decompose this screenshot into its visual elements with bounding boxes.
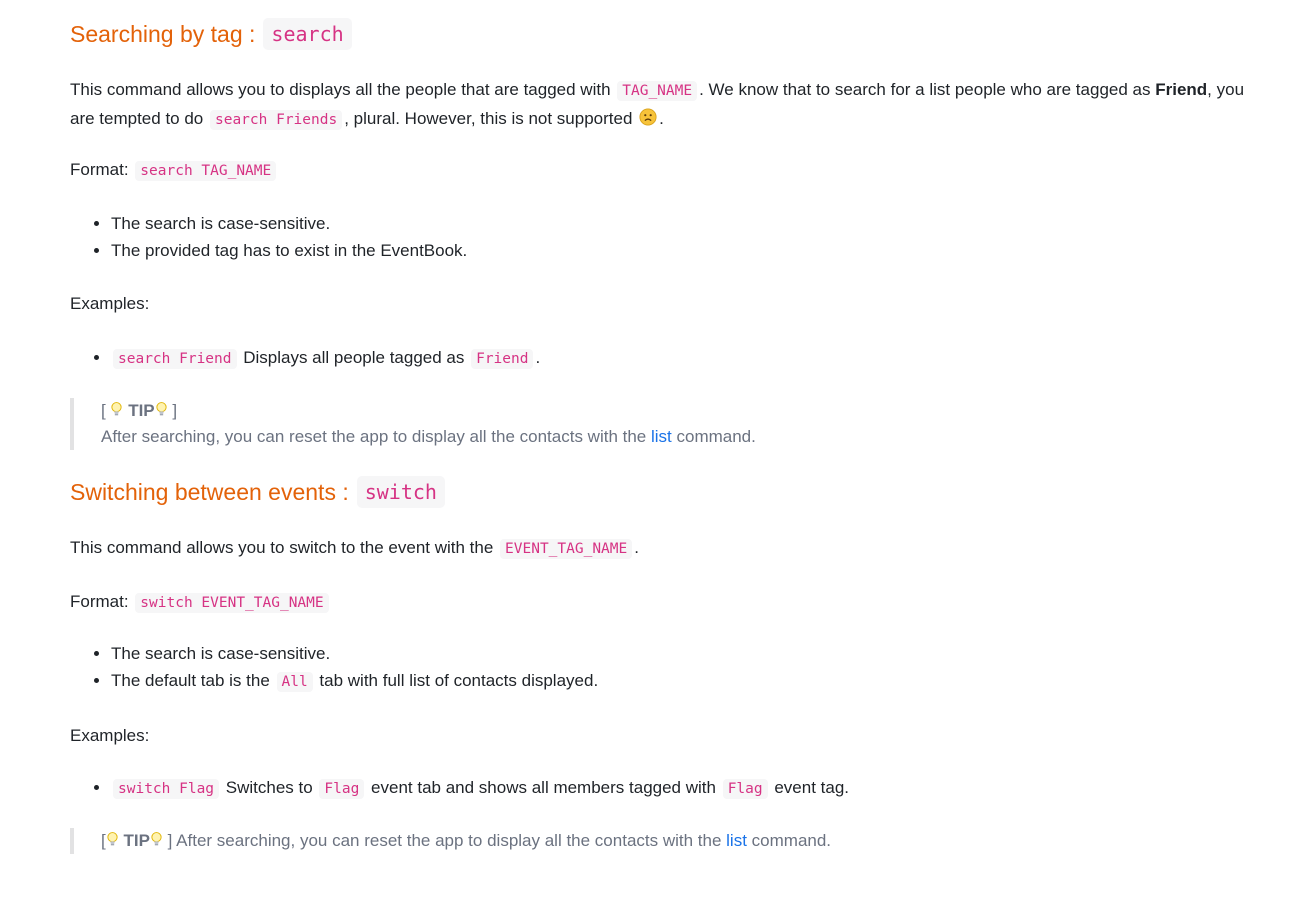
frowning-face-emoji-icon [639,108,657,126]
search-intro-paragraph [70,76,1260,134]
light-bulb-icon [106,831,119,848]
format-label: Format: [70,160,134,179]
light-bulb-icon [110,401,123,418]
switch-intro-paragraph [70,534,1260,563]
switch-examples-list [70,774,849,803]
bracket-close: ] [167,831,173,850]
list-item [111,774,849,803]
tip-text: command. [746,831,832,850]
list-item [111,667,598,696]
example-code: search Friend [113,349,237,369]
inline-code: EVENT_TAG_NAME [500,539,632,559]
inline-code: search Friends [210,110,342,130]
list-item: • The search is case-sensitive. [111,640,598,667]
switch-notes-list [70,640,598,696]
light-bulb-icon [150,831,163,848]
intro-text: This command allows you to displays all the people that are tagged with [70,80,616,99]
list-command-link[interactable]: list [726,831,747,850]
intro-text: . We know that to search for a list people who are tagged as [699,80,1156,99]
light-bulb-icon [155,401,168,418]
search-tip-block [70,398,1251,450]
inline-code: Flag [319,779,364,799]
example-text: event tab and shows all members tagged with [366,778,721,797]
search-format-line [70,156,1260,185]
tip-label: TIP [128,401,155,420]
tip-header [101,398,1251,424]
format-code: switch EVENT_TAG_NAME [135,593,328,613]
tip-text: After searching, you can reset the app to display all the contacts with the [172,831,727,850]
bracket-open: [ [101,831,106,850]
switch-tip-block [70,828,1251,854]
list-command-link[interactable]: list [650,427,672,446]
bold-text: Friend [1155,80,1208,99]
list-item: • The provided tag has to exist in the EventBook. [111,237,467,264]
example-text: event tag. [769,778,850,797]
example-text: Displays all people tagged as [238,348,470,367]
bracket-open: [ [101,401,106,420]
list-item: • The search is case-sensitive. [111,210,467,237]
tip-body [101,424,1251,450]
intro-text: This command allows you to switch to the event with the [70,538,499,557]
intro-text: , plural. However, this is not supported [344,109,638,128]
format-code: search TAG_NAME [135,161,276,181]
inline-code: Friend [471,349,533,369]
intro-text: , you are tempted to do [70,80,1245,128]
search-notes-list [70,210,467,264]
tip-label: TIP [123,831,150,850]
format-label: Format: [70,592,134,611]
heading-code: search [263,18,351,50]
list-item [111,344,540,373]
heading-code: switch [357,476,445,508]
inline-code: All [277,672,313,692]
section-heading-switch [70,476,445,508]
example-code: switch Flag [113,779,219,799]
list-text: tab with full list of contacts displayed. [314,671,599,690]
search-examples-list [70,344,540,373]
example-text: Switches to [221,778,318,797]
example-text: . [535,348,541,367]
list-text: The default tab is the [111,671,275,690]
inline-code: TAG_NAME [617,81,697,101]
search-examples-label: Examples: [70,294,150,313]
tip-text: command. [671,427,756,446]
switch-format-line [70,588,1260,617]
intro-text: . [634,538,639,557]
bracket-close: ] [172,401,178,420]
intro-text: . [659,109,664,128]
heading-text: Switching between events : [70,478,349,505]
switch-examples-label: Examples: [70,726,150,745]
inline-code: Flag [723,779,768,799]
tip-text: After searching, you can reset the app to display all the contacts with the [101,427,651,446]
section-heading-search [70,18,352,50]
heading-text: Searching by tag : [70,20,256,47]
